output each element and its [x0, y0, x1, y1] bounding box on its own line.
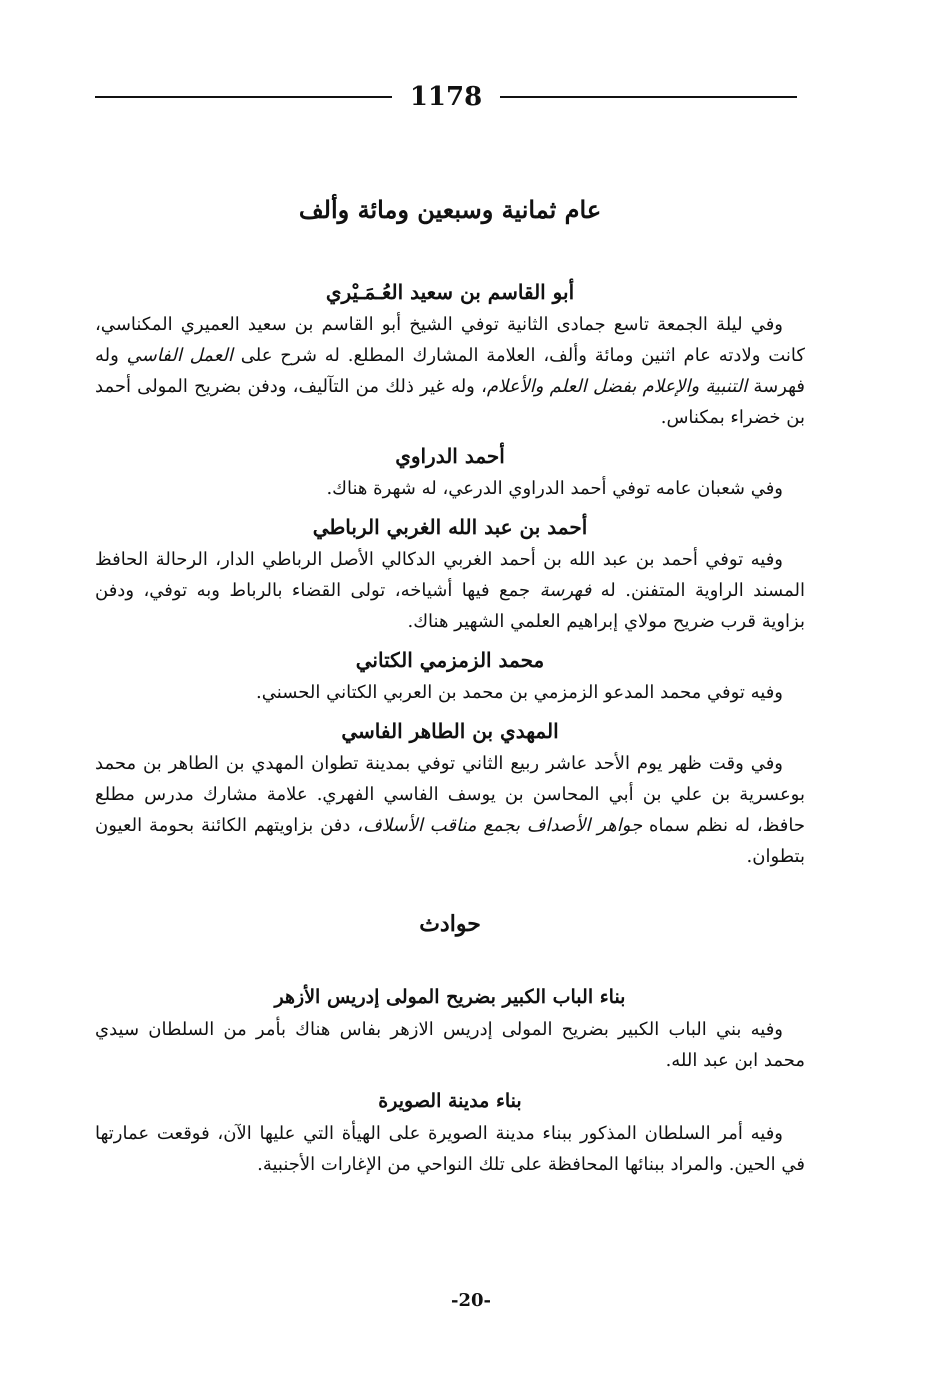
- page-footer: -20-: [451, 1290, 491, 1311]
- book-title: فهرسة: [539, 580, 592, 601]
- year-title: عام ثمانية وسبعين ومائة وألف: [298, 195, 602, 224]
- bio-text: [95, 473, 805, 504]
- bio-name: أبو القاسم بن سعيد العُـمَـيْري: [325, 280, 575, 304]
- biographies: [95, 275, 805, 872]
- event-text: وفيه أمر السلطان المذكور ببناء مدينة الصويرة على الهيأة التي عليها الآن، فوقعت عمارتها في الحين. والمراد ببنائها المحافظة على تلك النواحي من الإغارات الأجنبية.: [95, 1123, 805, 1175]
- events-title: حوادث: [419, 911, 481, 937]
- bio-text: [95, 748, 805, 872]
- header-rule-left: [95, 96, 392, 98]
- bio-text: [95, 677, 805, 708]
- text-segment: وفيه توفي أحمد بن عبد الله بن أحمد الغربي الدكالي الأصل الرباطي الدار، الرحالة الحافظ المسند الراوية المتفنن. له: [95, 549, 806, 601]
- bio-name: أحمد بن عبد الله الغربي الرباطي: [312, 515, 588, 539]
- book-title: التنبية والإعلام بفضل العلم والأعلام: [486, 376, 748, 397]
- page-content: [95, 190, 805, 1188]
- events: [95, 980, 805, 1180]
- text-segment: ، وله غير ذلك من التآليف، ودفن بضريح المولى أحمد بن خضراء بمكناس.: [95, 376, 805, 428]
- bio-text: [95, 544, 805, 637]
- bio-text: [95, 309, 805, 433]
- page-number: 1178: [409, 82, 483, 112]
- bio-name: المهدي بن الطاهر الفاسي: [341, 719, 559, 743]
- page-header: [95, 80, 797, 114]
- event-text: وفيه بني الباب الكبير بضريح المولى إدريس الازهر بفاس هناك بأمر من السلطان سيدي محمد ابن عبد الله.: [95, 1019, 805, 1071]
- event-title: بناء مدينة الصويرة: [378, 1090, 522, 1112]
- text-segment: وفي شعبان عامه توفي أحمد الدراوي الدرعي، له شهرة هناك.: [326, 478, 783, 499]
- book-title: العمل الفاسي: [126, 345, 233, 366]
- text-segment: وفي ليلة الجمعة تاسع جمادى الثانية توفي الشيخ أبو القاسم بن سعيد العميري المكناسي، كانت ولادته عام اثنين ومائة وألف، العلامة المشارك المطلع. له شرح على: [95, 314, 805, 366]
- text-segment: ، دفن بزاويتهم الكائنة بحومة العيون بتطوان.: [95, 815, 805, 867]
- event-title: بناء الباب الكبير بضريح المولى إدريس الأزهر: [274, 986, 626, 1008]
- text-segment: وله فهرسة: [95, 345, 805, 397]
- bio-name: أحمد الدراوي: [395, 444, 505, 468]
- text-segment: وفي وقت ظهر يوم الأحد عاشر ربيع الثاني توفي بمدينة تطوان المهدي بن الطاهر بن محمد بوعسرية بن علي بن أبي المحاسن بن يوسف الفاسي الفهري. علامة مشارك مدرس مطلع حافظ، له نظم سماه: [95, 753, 805, 836]
- text-segment: جمع فيها أشياخه، تولى القضاء بالرباط وبه توفي، ودفن بزاوية قرب ضريح مولاي إبراهيم العلمي الشهير هناك.: [95, 580, 805, 632]
- book-title: جواهر الأصداف بجمع مناقب الأسلاف: [363, 815, 643, 836]
- text-segment: وفيه توفي محمد المدعو الزمزمي بن محمد بن العربي الكتاني الحسني.: [256, 682, 783, 703]
- header-rule-right: [500, 96, 797, 98]
- bio-name: محمد الزمزمي الكتاني: [355, 648, 545, 672]
